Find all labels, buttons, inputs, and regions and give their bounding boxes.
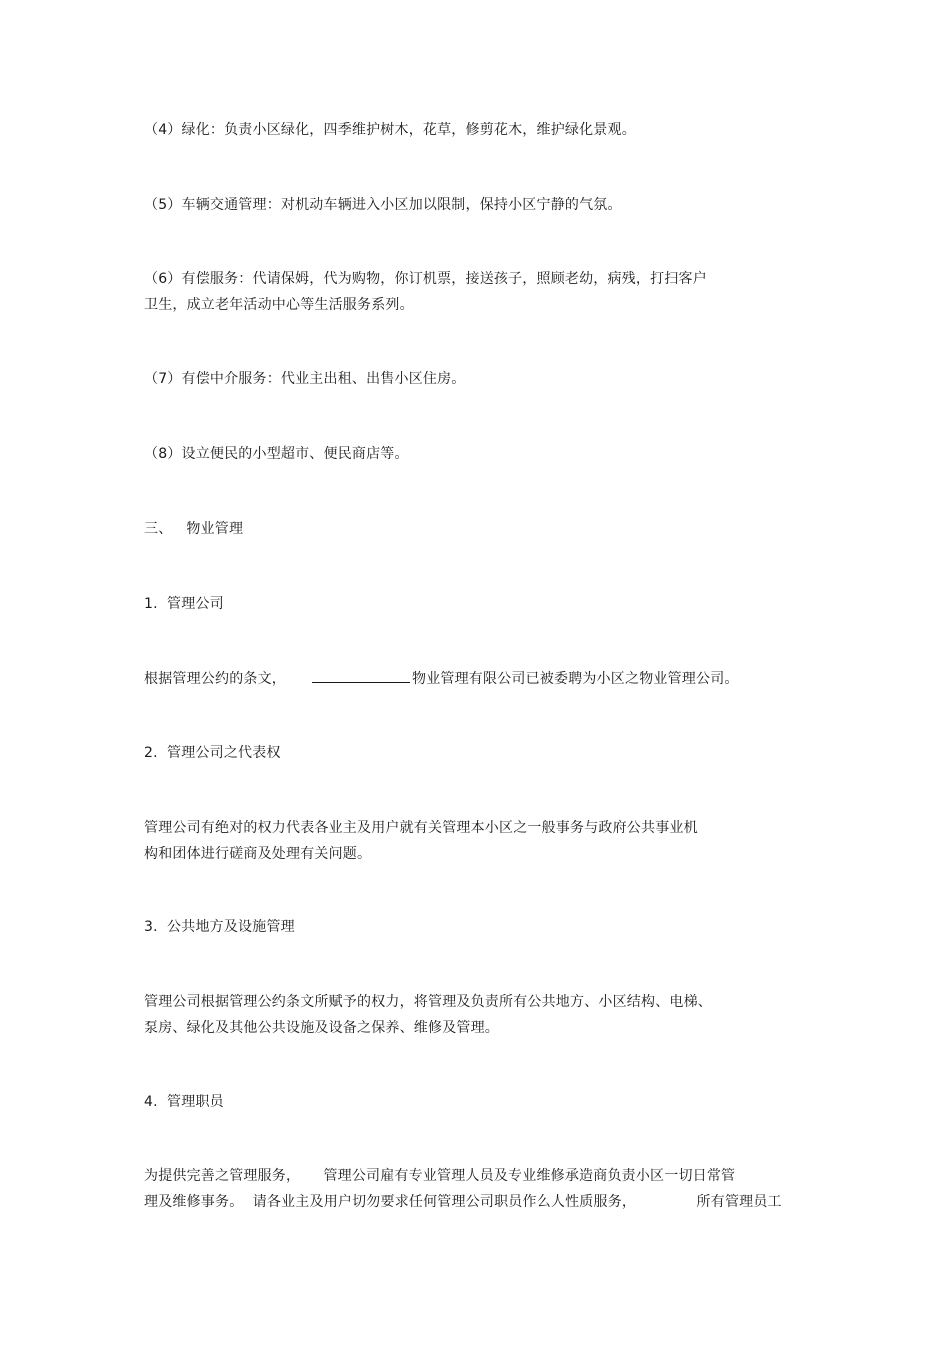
sub1-text-after: 物业管理有限公司已被委聘为小区之物业管理公司。 <box>412 671 739 687</box>
subsection-1-body <box>144 669 739 688</box>
list-item-7: （7）有偿中介服务：代业主出租、出售小区住房。 <box>144 371 466 387</box>
sub1-text-before: 根据管理公约的条文， <box>144 671 286 687</box>
subsection-3-body-line1: 管理公司根据管理公约条文所赋予的权力，将管理及负责所有公共地方、小区结构、电梯、 <box>144 994 712 1010</box>
subsection-4-body-line1: 为提供完善之管理服务， 管理公司雇有专业管理人员及专业维修承造商负责小区一切日常管 <box>144 1168 736 1184</box>
list-item-8: （8）设立便民的小型超市、便民商店等。 <box>144 446 409 462</box>
subsection-2-body-line1: 管理公司有绝对的权力代表各业主及用户就有关管理本小区之一般事务与政府公共事业机 <box>144 820 698 836</box>
subsection-1-heading: 1. 管理公司 <box>144 596 224 612</box>
list-item-6-line2: 卫生，成立老年活动中心等生活服务系列。 <box>144 297 414 313</box>
subsection-3-heading: 3. 公共地方及设施管理 <box>144 919 295 935</box>
subsection-2-heading: 2. 管理公司之代表权 <box>144 745 281 761</box>
section-heading: 三、 物业管理 <box>144 521 244 537</box>
subsection-3-body-line2: 泵房、绿化及其他公共设施及设备之保养、维修及管理。 <box>144 1020 499 1036</box>
list-item-5: （5）车辆交通管理：对机动车辆进入小区加以限制，保持小区宁静的气氛。 <box>144 197 622 213</box>
subsection-4-body-line2: 理及维修事务。 请各业主及用户切勿要求任何管理公司职员作么人性质服务， 所有管理员工 <box>144 1194 782 1210</box>
fill-in-blank <box>312 669 410 683</box>
subsection-2-body-line2: 构和团体进行磋商及处理有关问题。 <box>144 846 372 862</box>
list-item-4: （4）绿化：负责小区绿化，四季维护树木，花草，修剪花木，维护绿化景观。 <box>144 122 636 138</box>
list-item-6-line1: （6）有偿服务：代请保姆，代为购物，你订机票，接送孩子，照顾老幼，病残，打扫客户 <box>144 271 707 287</box>
subsection-4-heading: 4. 管理职员 <box>144 1094 224 1110</box>
